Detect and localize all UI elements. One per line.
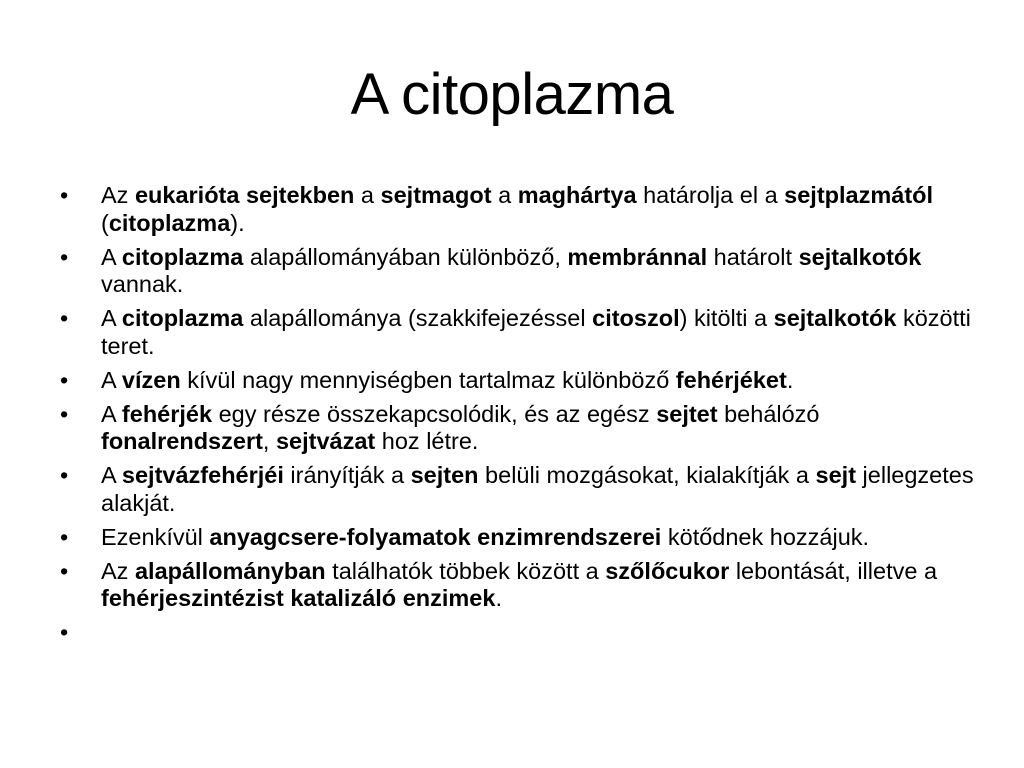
bullet-text: alapállományában különböző, [243, 243, 568, 270]
bullet-item [60, 462, 980, 517]
bullet-item [60, 182, 980, 237]
bold-term: fehérjeszintézist katalizáló enzimek [101, 585, 496, 611]
bullet-text: behálózó [717, 400, 820, 427]
bullet-text: kötődnek hozzájuk. [661, 523, 870, 550]
bold-term: citoplazma [108, 209, 231, 236]
bullet-item [60, 619, 980, 647]
bullet-text: A [101, 400, 122, 427]
bold-term: sejtvázfehérjéi [121, 462, 284, 488]
bullet-text: Az [101, 557, 135, 584]
bold-term: membránnal [567, 243, 708, 270]
bullet-text: hoz létre. [375, 428, 479, 454]
bold-term: fehérjék [121, 400, 213, 427]
bullet-dot: • [60, 557, 69, 584]
bullet-dot: • [60, 400, 69, 427]
bullet-dot: • [60, 182, 69, 208]
bold-term: sejten [410, 462, 479, 488]
bold-term: sejt [815, 462, 857, 488]
bullet-item [60, 558, 980, 613]
bullet-text: . [786, 366, 794, 393]
bold-term: sejtalkotók [798, 243, 922, 270]
bullet-text: a [491, 182, 518, 208]
bold-term: szőlőcukor [605, 557, 730, 584]
bullet-text: ). [230, 209, 245, 236]
bullet-text: A [101, 243, 122, 270]
bullet-dot: • [60, 243, 69, 270]
bold-term: sejtplazmától [784, 182, 934, 208]
bold-term: fonalrendszert [101, 428, 263, 454]
bullet-text: határolt [707, 243, 799, 270]
bullet-text: jellegzetes alakját. [101, 462, 974, 516]
bullet-item [60, 367, 980, 395]
bullet-item [60, 401, 980, 456]
bullet-item [60, 305, 980, 360]
bullet-text: találhatók többek között a [325, 557, 606, 584]
bullet-dot: • [60, 305, 69, 331]
bullet-text: A [101, 305, 122, 331]
bullet-text: határolja el a [636, 182, 785, 208]
bullet-dot: • [60, 462, 69, 488]
bullet-text: ) kitölti a [679, 305, 774, 331]
bullet-text: belüli mozgásokat, kialakítják a [478, 462, 816, 488]
bullet-text: a [354, 182, 381, 208]
bullet-text: . [495, 585, 502, 611]
bold-term: sejtalkotók [773, 305, 897, 331]
bullet-text: irányítják a [283, 462, 411, 488]
bullet-text: Az [101, 182, 135, 208]
bullet-text: alapállománya (szakkifejezéssel [243, 305, 593, 331]
bullet-text: ( [101, 209, 109, 236]
bold-term: sejtet [656, 400, 718, 427]
bullet-text: Ezenkívül [101, 523, 210, 550]
slide-title: A citoplazma [350, 62, 674, 127]
bold-term: sejtvázat [275, 428, 376, 454]
bold-term: maghártya [517, 182, 637, 208]
bullet-item [60, 524, 980, 552]
bullet-text: kívül nagy mennyiségben tartalmaz különböző [180, 366, 676, 393]
bullet-text: A [101, 366, 122, 393]
bold-term: citoszol [592, 305, 680, 331]
bullet-dot: • [60, 523, 69, 550]
bullet-text: A [101, 462, 122, 488]
bold-term: citoplazma [121, 243, 244, 270]
bold-term: fehérjéket [675, 366, 787, 393]
bold-term: sejtmagot [380, 182, 492, 208]
bullet-dot: • [60, 366, 69, 393]
bullet-text: , [262, 428, 276, 454]
bullet-text: vannak. [101, 271, 184, 297]
bullet-text: közötti teret. [101, 305, 971, 359]
bold-term: alapállományban [134, 557, 326, 584]
bold-term: eukarióta sejtekben [134, 182, 355, 208]
bullet-item [60, 244, 980, 299]
bold-term: vízen [121, 366, 181, 393]
bold-term: citoplazma [121, 305, 244, 331]
bullet-text: lebontását, illetve a [729, 557, 938, 584]
bold-term: anyagcsere-folyamatok enzimrendszerei [209, 523, 662, 550]
bullet-dot: • [60, 619, 69, 645]
bullet-text: egy része összekapcsolódik, és az egész [212, 400, 657, 427]
bullet-list [60, 182, 980, 653]
